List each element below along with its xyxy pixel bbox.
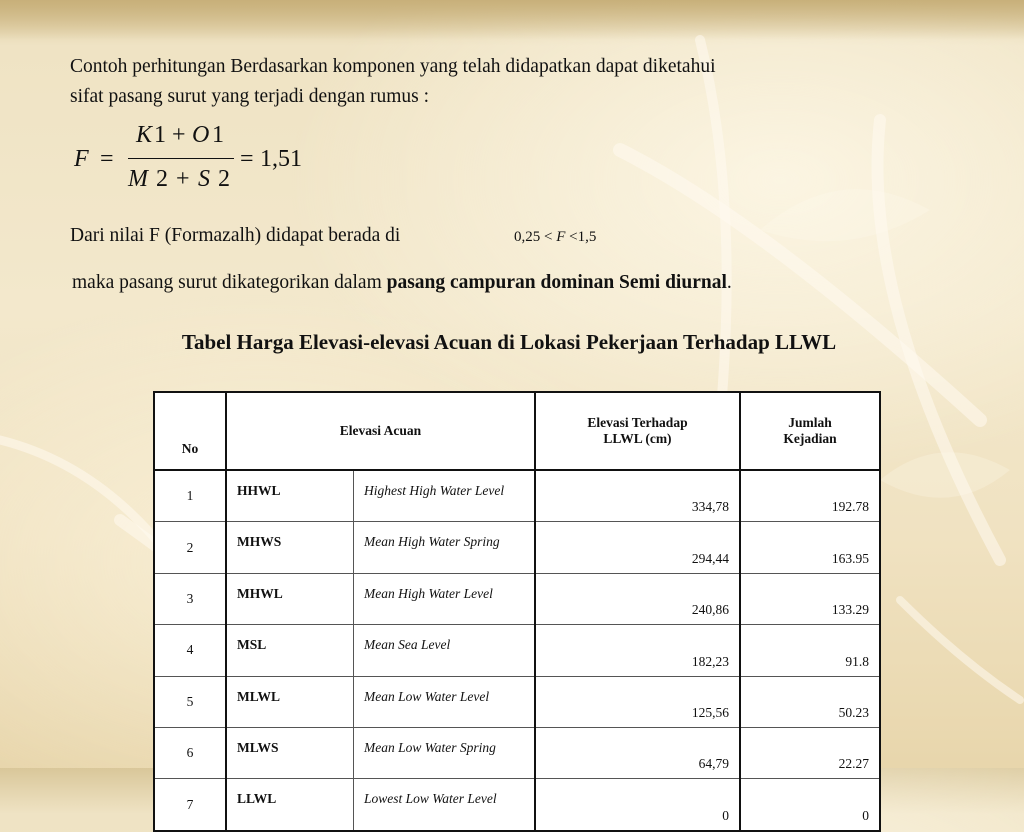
formazahl-formula: [72, 118, 332, 198]
cell-kejadian: 22.27: [740, 727, 880, 778]
cell-description: Mean Sea Level: [354, 625, 536, 676]
formula-result: 1,51: [260, 146, 302, 172]
formula-num-1b: 1: [212, 122, 224, 148]
cell-elevation: 125,56: [535, 676, 740, 727]
range-inequality: [514, 229, 596, 246]
cell-kejadian: 192.78: [740, 470, 880, 522]
formula-equals-2: =: [240, 146, 254, 172]
header-jumlah-kejadian: [740, 392, 880, 470]
header-kej-line2: Kejadian: [783, 431, 837, 446]
cell-description: Mean Low Water Level: [354, 676, 536, 727]
ineq-low: 0,25: [514, 229, 541, 245]
range-statement: Dari nilai F (Formazalh) didapat berada di: [70, 225, 401, 246]
formula-num-o: O: [192, 122, 210, 148]
ineq-high: 1,5: [577, 229, 597, 245]
cell-no: 3: [154, 573, 226, 624]
cell-no: 7: [154, 779, 226, 831]
cell-elevation: 0: [535, 779, 740, 831]
cell-no: 4: [154, 625, 226, 676]
cell-code: MLWS: [226, 727, 354, 778]
cell-kejadian: 133.29: [740, 573, 880, 624]
cell-description: Mean High Water Spring: [354, 522, 536, 573]
cell-no: 2: [154, 522, 226, 573]
formula-den-2b: 2: [218, 166, 230, 192]
table-row: [154, 470, 880, 522]
table-row: [154, 625, 880, 676]
header-elevasi-terhadap: [535, 392, 740, 470]
cell-elevation: 64,79: [535, 727, 740, 778]
cell-code: MHWS: [226, 522, 354, 573]
intro-line-1: Contoh perhitungan Berdasarkan komponen yang telah didapatkan dapat diketahui: [70, 56, 716, 77]
header-elevasi-acuan: Elevasi Acuan: [226, 392, 535, 470]
formula-lhs: F: [74, 146, 89, 172]
cell-kejadian: 91.8: [740, 625, 880, 676]
cell-code: LLWL: [226, 779, 354, 831]
formula-num-1: 1: [154, 122, 166, 148]
cell-code: MSL: [226, 625, 354, 676]
cell-code: HHWL: [226, 470, 354, 522]
elevation-table: [153, 391, 881, 832]
cell-kejadian: 163.95: [740, 522, 880, 573]
cell-kejadian: 50.23: [740, 676, 880, 727]
header-no: No: [154, 392, 226, 470]
formula-den-s: S: [198, 166, 210, 192]
cell-elevation: 294,44: [535, 522, 740, 573]
cell-description: Lowest Low Water Level: [354, 779, 536, 831]
ineq-var: F: [556, 229, 566, 245]
table-row: [154, 522, 880, 573]
table-caption: Tabel Harga Elevasi-elevasi Acuan di Lokasi Pekerjaan Terhadap LLWL: [181, 330, 837, 354]
table-row: [154, 676, 880, 727]
cell-kejadian: 0: [740, 779, 880, 831]
formula-den-m: M: [128, 166, 148, 192]
header-kej-line1: Jumlah: [788, 415, 832, 430]
formula-den-plus: +: [176, 166, 190, 192]
table-row: [154, 779, 880, 831]
cell-no: 1: [154, 470, 226, 522]
conclusion-prefix: maka pasang surut dikategorikan dalam: [72, 272, 387, 293]
formula-num-plus: +: [172, 122, 186, 148]
cell-elevation: 240,86: [535, 573, 740, 624]
cell-description: Mean High Water Level: [354, 573, 536, 624]
cell-elevation: 334,78: [535, 470, 740, 522]
fraction-bar: [128, 158, 234, 159]
conclusion-suffix: .: [726, 272, 732, 293]
cell-code: MHWL: [226, 573, 354, 624]
cell-code: MLWL: [226, 676, 354, 727]
formula-equals-1: =: [100, 146, 114, 172]
header-ref-line1: Elevasi Terhadap: [587, 415, 688, 430]
intro-paragraph: [70, 52, 950, 112]
ineq-lt-1: <: [544, 229, 553, 245]
conclusion-bold: pasang campuran dominan Semi diurnal: [386, 272, 727, 293]
formula-den-2: 2: [156, 166, 168, 192]
intro-line-2: sifat pasang surut yang terjadi dengan rumus :: [70, 86, 430, 107]
formula-num-k: K: [136, 122, 153, 148]
cell-description: Mean Low Water Spring: [354, 727, 536, 778]
table-row: [154, 727, 880, 778]
cell-no: 5: [154, 676, 226, 727]
cell-description: Highest High Water Level: [354, 470, 536, 522]
cell-no: 6: [154, 727, 226, 778]
cell-elevation: 182,23: [535, 625, 740, 676]
table-row: [154, 573, 880, 624]
table-header-row: [154, 392, 880, 470]
conclusion-paragraph: [72, 268, 732, 298]
header-ref-line2: LLWL (cm): [603, 431, 672, 446]
ineq-lt-2: <: [569, 229, 578, 245]
